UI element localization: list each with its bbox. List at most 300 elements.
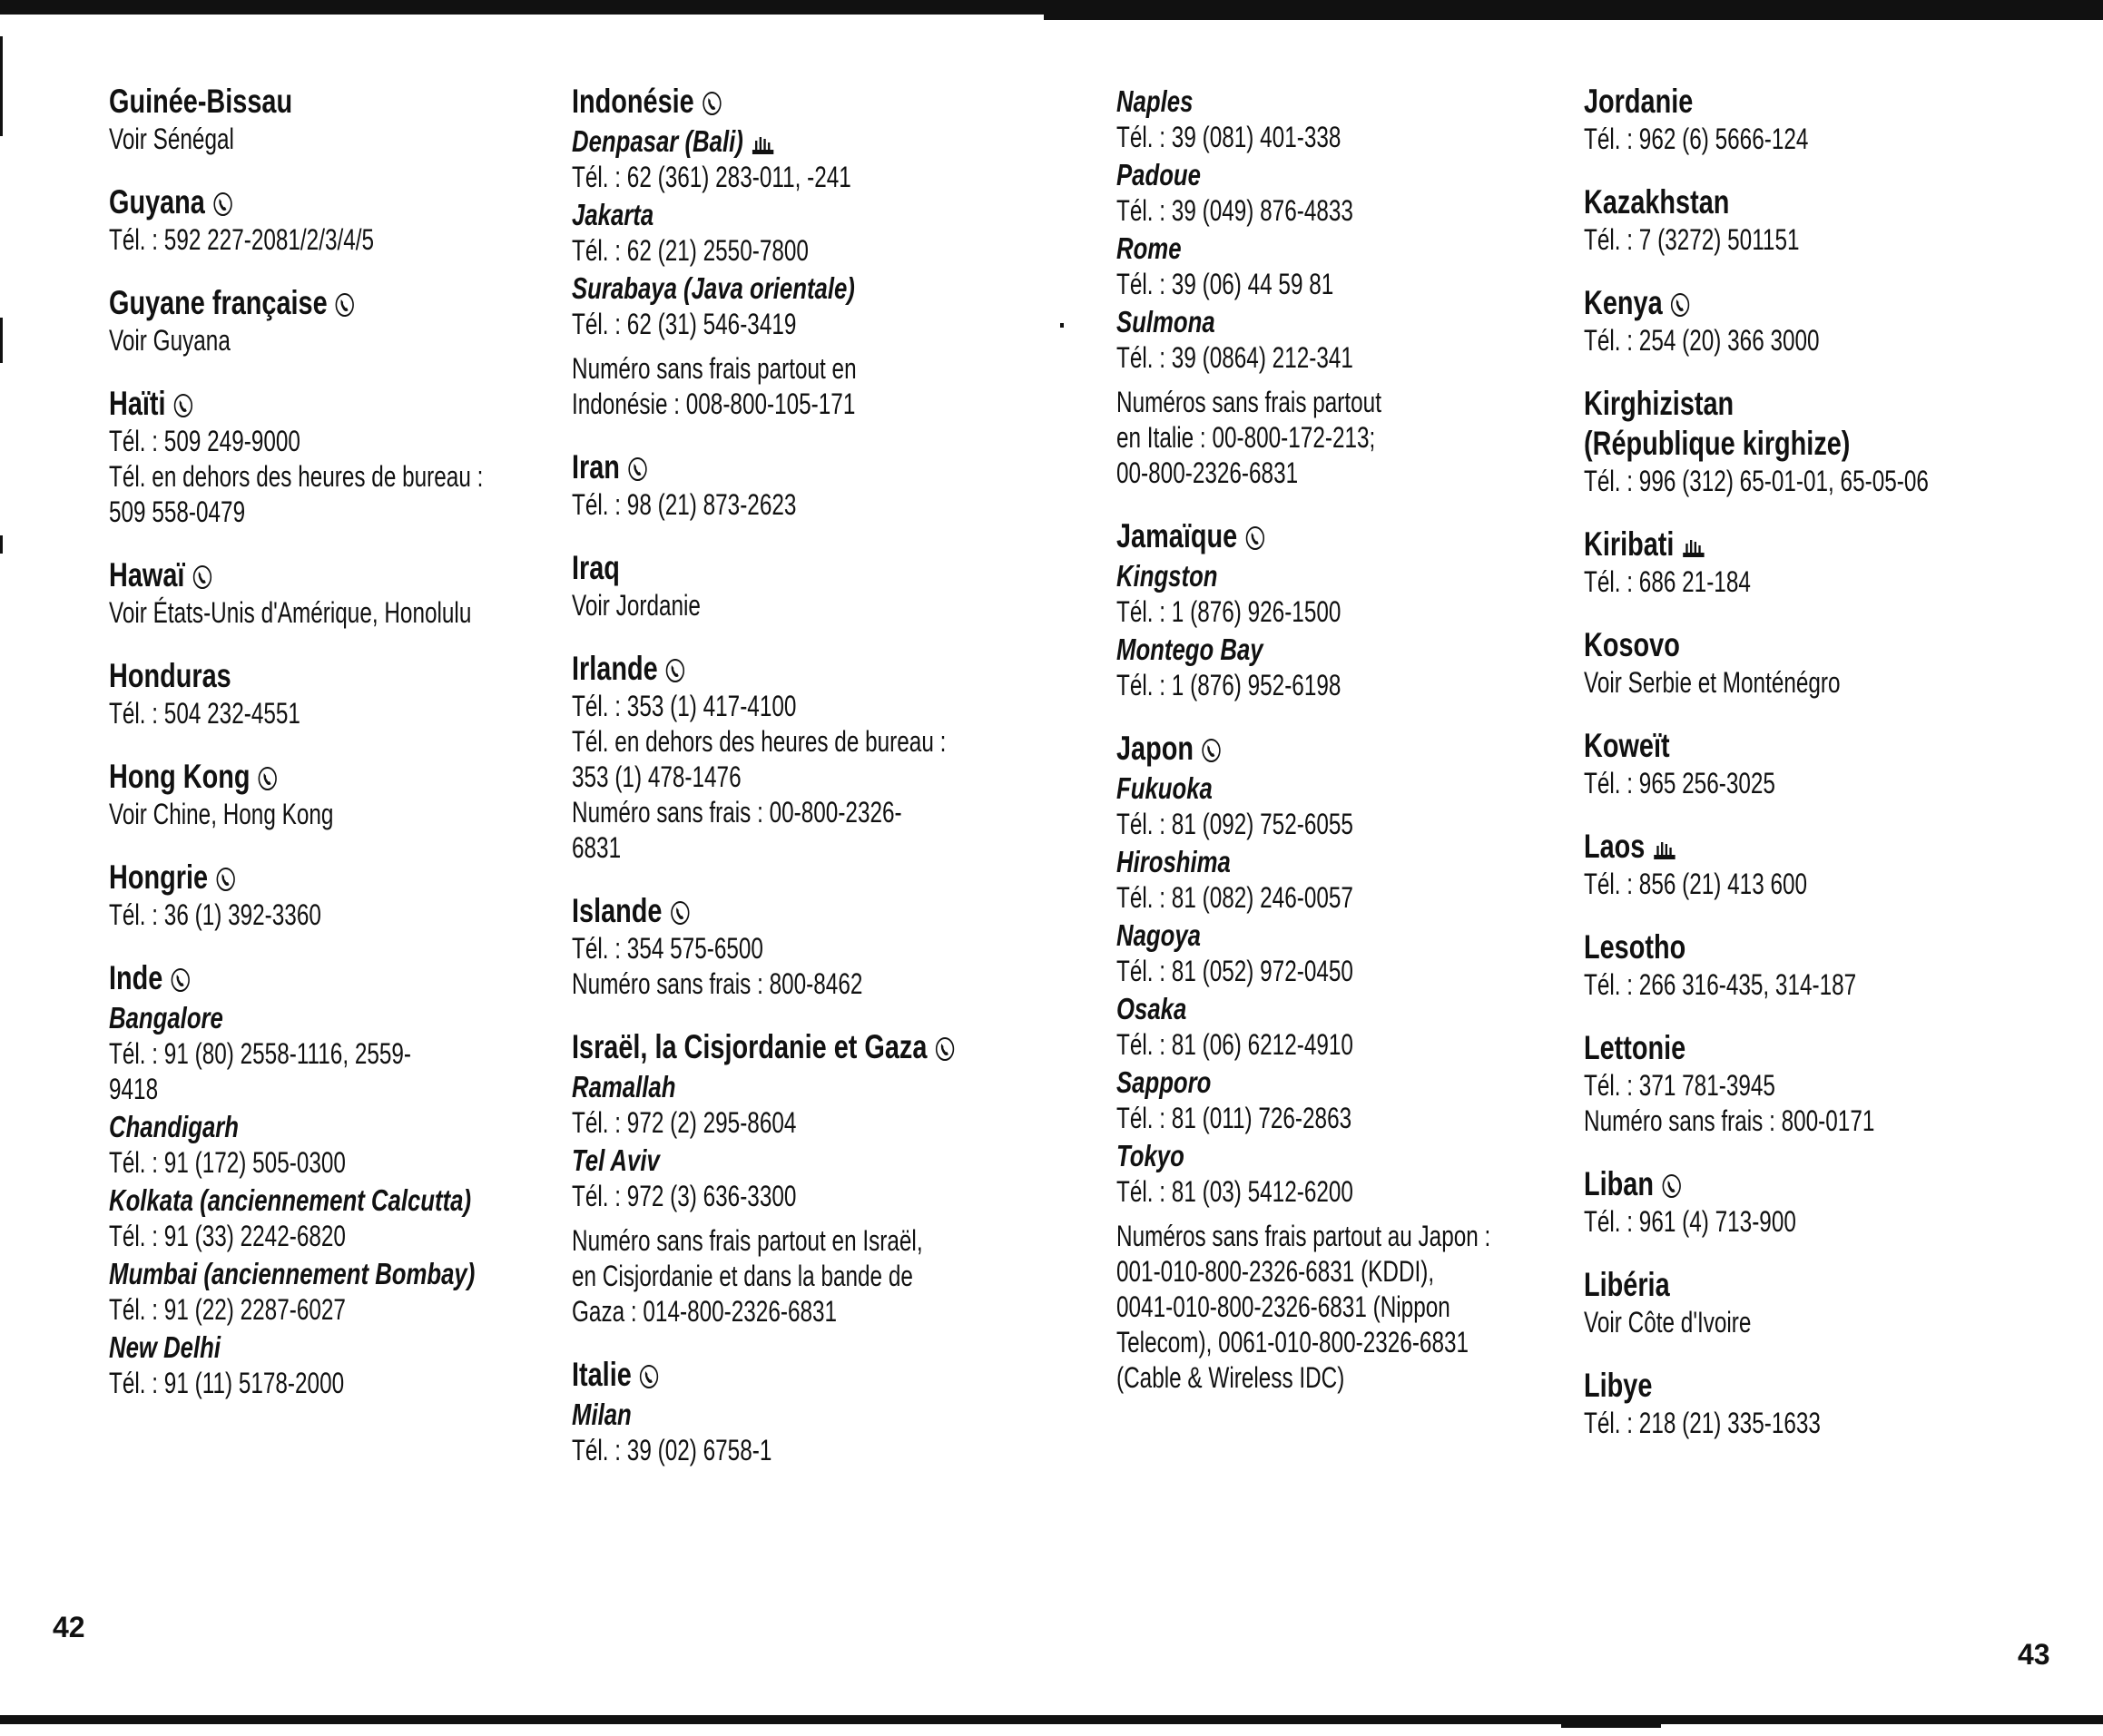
note-line [1116, 1325, 1469, 1360]
contact-line [1584, 222, 1970, 258]
country-name-text: Kenya [1584, 284, 1663, 321]
directory-entry [1584, 182, 2092, 258]
contact-line [1584, 967, 1970, 1003]
country-name-text: Guinée-Bissau [109, 83, 293, 120]
country-name-text: Laos [1584, 828, 1646, 865]
directory-entry [1584, 625, 2092, 701]
city-name-text: Fukuoka [1116, 771, 1213, 805]
contact-line [1584, 464, 1970, 499]
country-name [109, 958, 448, 998]
directory-entry [109, 283, 545, 358]
city-name [109, 1329, 448, 1366]
country-name [109, 858, 448, 897]
contact-line-text: Tél. : 81 (082) 246-0057 [1116, 881, 1353, 914]
city-name-text: Surabaya (Java orientale) [572, 271, 855, 305]
contact-line [572, 724, 947, 760]
contact-line-text: Tél. : 592 227-2081/2/3/4/5 [109, 223, 375, 256]
country-name-text: Inde [109, 959, 163, 996]
country-name-text: Honduras [109, 657, 231, 694]
directory-entry [572, 891, 1007, 1002]
contact-line-text: Tél. : 91 (33) 2242-6820 [109, 1220, 346, 1252]
city-name [1116, 1138, 1456, 1174]
country-name-continued [1584, 424, 1980, 464]
directory-entry [1116, 516, 1552, 703]
country-name-text: Iraq [572, 549, 620, 586]
phone-icon [212, 191, 233, 218]
contact-line-text: Numéro sans frais : 800-8462 [572, 967, 863, 1000]
directory-entry [109, 384, 545, 530]
directory-entry [1584, 384, 2092, 499]
country-name [109, 555, 448, 595]
contact-line-text: Tél. : 7 (3272) 501151 [1584, 223, 1800, 256]
country-name-text: Italie [572, 1356, 632, 1393]
country-name [1116, 516, 1456, 556]
note-line-text: (Cable & Wireless IDC) [1116, 1361, 1345, 1394]
column-2 [572, 82, 1007, 1494]
phone-icon [639, 1363, 660, 1390]
phone-icon [669, 899, 690, 927]
country-name [1584, 1366, 1980, 1406]
contact-line-text: Tél. : 218 (21) 335-1633 [1584, 1407, 1821, 1439]
city-name [1116, 304, 1456, 340]
contact-line [1584, 1204, 1970, 1240]
city-name-text: Sulmona [1116, 305, 1215, 338]
directory-entry [1584, 525, 2092, 600]
country-name [1584, 625, 1980, 665]
contact-line-text: Tél. : 1 (876) 952-6198 [1116, 669, 1341, 701]
phone-icon [1244, 525, 1265, 552]
phone-icon [1669, 291, 1690, 319]
contact-line-text: Tél. : 39 (049) 876-4833 [1116, 194, 1353, 227]
contact-line [572, 966, 903, 1002]
toll-free-note [1116, 1219, 1552, 1396]
city-name [572, 270, 911, 307]
city-name-text: Ramallah [572, 1070, 676, 1103]
note-line-text: en Cisjordanie et dans la bande de [572, 1260, 913, 1292]
country-name [572, 82, 911, 122]
toll-free-note [572, 351, 1007, 422]
contact-line-text: Tél. : 972 (3) 636-3300 [572, 1180, 797, 1212]
directory-entry [572, 1027, 1007, 1329]
note-line [1116, 1360, 1448, 1396]
country-name-text: Jamaïque [1116, 517, 1238, 554]
contact-line-text: Tél. : 91 (22) 2287-6027 [109, 1293, 346, 1326]
contact-line-text: Numéro sans frais : 00-800-2326- [572, 796, 902, 829]
contact-line-text: Tél. : 972 (2) 295-8604 [572, 1106, 797, 1139]
contact-line [1584, 1068, 1970, 1103]
directory-entry [109, 182, 545, 258]
contact-line [109, 1072, 440, 1107]
country-name [109, 82, 448, 122]
country-name-text: Libye [1584, 1367, 1653, 1404]
contact-line-text: Tél. : 504 232-4551 [109, 697, 300, 730]
note-line-text: Gaza : 014-800-2326-6831 [572, 1295, 838, 1328]
contact-line-text: Voir Serbie et Monténégro [1584, 666, 1841, 699]
contact-line-text: 509 558-0479 [109, 495, 246, 528]
country-name-text: Kazakhstan [1584, 183, 1730, 221]
city-name-text: Bangalore [109, 1001, 223, 1035]
phone-icon [215, 866, 236, 893]
directory-entry [572, 82, 1007, 422]
contact-line-text: Tél. : 509 249-9000 [109, 425, 300, 457]
city-name-text: New Delhi [109, 1330, 221, 1364]
contact-line [109, 595, 472, 631]
directory-entry [1116, 83, 1552, 491]
country-name-text: Hawaï [109, 556, 185, 593]
note-line [1116, 456, 1448, 491]
country-name-text: Kiribati [1584, 525, 1675, 563]
country-name-text: Kirghizistan [1584, 385, 1734, 422]
contact-line [1116, 340, 1448, 376]
city-name [1116, 844, 1456, 880]
directory-entry [1584, 1028, 2092, 1139]
contact-line [109, 222, 440, 258]
city-name [1116, 558, 1456, 594]
contact-line-text: Tél. : 353 (1) 417-4100 [572, 690, 797, 722]
city-name-text: Tel Aviv [572, 1143, 660, 1177]
directory-entry [1584, 283, 2092, 358]
contact-line-text: Numéro sans frais : 800-0171 [1584, 1104, 1875, 1137]
contact-line-text: Voir Sénégal [109, 123, 234, 155]
country-name-text: Lesotho [1584, 928, 1686, 966]
city-name [109, 1109, 448, 1145]
note-line [572, 387, 903, 422]
contact-line [1116, 1101, 1448, 1136]
contact-line [1116, 807, 1448, 842]
city-name [109, 1182, 472, 1219]
country-name [109, 384, 448, 424]
office-icon [751, 130, 776, 157]
city-name-text: Jakarta [572, 198, 654, 231]
contact-line-text: Tél. : 62 (31) 546-3419 [572, 308, 797, 340]
contact-line-text: Tél. : 962 (6) 5666-124 [1584, 123, 1809, 155]
country-name [1584, 82, 1980, 122]
contact-line [1584, 1103, 1970, 1139]
country-name [572, 649, 911, 689]
contact-line-text: 353 (1) 478-1476 [572, 760, 742, 793]
contact-line-text: Voir Chine, Hong Kong [109, 798, 334, 830]
directory-entry [109, 656, 545, 731]
contact-line [1116, 1174, 1448, 1210]
city-name [109, 1000, 448, 1036]
country-name-text: Israël, la Cisjordanie et Gaza [572, 1028, 928, 1065]
contact-line [109, 459, 484, 495]
country-name [109, 656, 448, 696]
page-number-left: 42 [53, 1611, 85, 1643]
directory-entry [1584, 1265, 2092, 1340]
contact-line [1584, 1305, 1970, 1340]
country-name-text: Japon [1116, 730, 1194, 767]
country-name-text: Hongrie [109, 858, 209, 896]
city-name-text: Milan [572, 1398, 632, 1431]
country-name-text: Iran [572, 448, 620, 485]
city-name-text: Sapporo [1116, 1065, 1212, 1099]
contact-line [1116, 954, 1448, 989]
city-name-text: Hiroshima [1116, 845, 1231, 878]
contact-line-text: Tél. : 36 (1) 392-3360 [109, 898, 321, 931]
contact-line-text: Tél. : 254 (20) 366 3000 [1584, 324, 1820, 357]
directory-entry [1584, 726, 2092, 801]
note-line [572, 1223, 923, 1259]
phone-icon [334, 291, 355, 319]
country-name [1584, 525, 1980, 564]
contact-line-text: Tél. : 856 (21) 413 600 [1584, 868, 1808, 900]
contact-line [1116, 668, 1448, 703]
contact-line [572, 931, 903, 966]
city-name-text: Mumbai (anciennement Bombay) [109, 1257, 476, 1290]
note-line [1116, 1290, 1448, 1325]
city-name [572, 197, 911, 233]
page-number-right: 43 [2018, 1638, 2050, 1671]
city-name [572, 123, 911, 160]
directory-entry [109, 858, 545, 933]
contact-line [1116, 1027, 1448, 1063]
contact-line [109, 1219, 440, 1254]
country-name-text: Haïti [109, 385, 166, 422]
contact-line-text: Tél. en dehors des heures de bureau : [572, 725, 947, 758]
contact-line-text: Tél. : 98 (21) 873-2623 [572, 488, 797, 521]
contact-line-text: Tél. : 686 21-184 [1584, 565, 1751, 598]
contact-line [1584, 122, 1970, 157]
office-icon [1681, 533, 1706, 560]
note-line-text: Indonésie : 008-800-105-171 [572, 387, 856, 420]
contact-line-text: 9418 [109, 1073, 159, 1105]
country-name [1584, 1164, 1980, 1204]
country-name [1584, 1028, 1980, 1068]
phone-icon [702, 90, 722, 117]
contact-line [1584, 564, 1970, 600]
contact-line-text: Tél. : 39 (081) 401-338 [1116, 121, 1341, 153]
city-name-text: Padoue [1116, 158, 1201, 191]
contact-line [572, 689, 903, 724]
contact-line [109, 122, 440, 157]
country-name [1584, 927, 1980, 967]
country-name-text: Hong Kong [109, 758, 251, 795]
country-name [109, 182, 448, 222]
contact-line [109, 696, 440, 731]
note-line [572, 1294, 903, 1329]
country-name [572, 447, 911, 487]
column-4 [1584, 82, 2092, 1466]
contact-line [1584, 323, 1970, 358]
phone-icon [934, 1035, 955, 1063]
country-name [572, 548, 911, 588]
bottom-border [0, 1715, 2103, 1724]
country-name [572, 891, 911, 931]
city-name [572, 1069, 911, 1105]
directory-entry [109, 82, 545, 157]
contact-line [1584, 665, 1970, 701]
contact-line [109, 424, 440, 459]
contact-line [109, 797, 440, 832]
note-line [572, 351, 903, 387]
contact-line [1584, 867, 1970, 902]
city-name-text: Nagoya [1116, 918, 1201, 952]
directory-entry [1584, 1366, 2092, 1441]
city-name [109, 1256, 476, 1292]
note-line-text: en Italie : 00-800-172-213; [1116, 421, 1376, 454]
column-3 [1116, 82, 1552, 1421]
note-line-text: 00-800-2326-6831 [1116, 456, 1299, 489]
country-name [1584, 827, 1980, 867]
country-name-text: Libéria [1584, 1266, 1670, 1303]
note-line [1116, 420, 1448, 456]
country-name [109, 283, 448, 323]
note-line-text: Numéros sans frais partout [1116, 386, 1381, 418]
country-name [1584, 1265, 1980, 1305]
column-1 [109, 82, 545, 1427]
city-name [1116, 230, 1456, 267]
contact-line-text: Tél. : 91 (80) 2558-1116, 2559- [109, 1037, 412, 1070]
city-name [1116, 917, 1456, 954]
contact-line [109, 1036, 440, 1072]
left-edge-mark [0, 318, 3, 363]
contact-line [572, 160, 903, 195]
directory-entry [572, 447, 1007, 523]
city-name [1116, 83, 1456, 120]
city-name-text: Tokyo [1116, 1139, 1184, 1172]
note-line [1116, 1219, 1491, 1254]
note-line [572, 1259, 913, 1294]
contact-line [1584, 766, 1970, 801]
contact-line-text: Tél. en dehors des heures de bureau : [109, 460, 484, 493]
country-name-text: Guyana [109, 183, 205, 221]
left-edge-mark [0, 535, 3, 554]
country-name-text: Lettonie [1584, 1029, 1686, 1066]
contact-line [109, 1145, 440, 1181]
contact-line-text: Tél. : 91 (172) 505-0300 [109, 1146, 346, 1179]
contact-line [1116, 880, 1448, 916]
toll-free-note [572, 1223, 1007, 1329]
contact-line-text: Tél. : 961 (4) 713-900 [1584, 1205, 1796, 1238]
contact-line-text: Voir Côte d'Ivoire [1584, 1306, 1752, 1339]
city-name-text: Kingston [1116, 559, 1218, 593]
contact-line [572, 307, 903, 342]
country-name [572, 1355, 911, 1395]
country-name-continued-text: (République kirghize) [1584, 425, 1851, 462]
country-name-text: Indonésie [572, 83, 694, 120]
left-edge-mark [0, 36, 3, 136]
contact-line [572, 760, 903, 795]
note-line-text: 0041-010-800-2326-6831 (Nippon [1116, 1290, 1450, 1323]
country-name-text: Koweït [1584, 727, 1670, 764]
contact-line-text: Tél. : 39 (0864) 212-341 [1116, 341, 1353, 374]
contact-line-text: Tél. : 91 (11) 5178-2000 [109, 1367, 345, 1399]
country-name [1584, 182, 1980, 222]
contact-line-text: Tél. : 81 (092) 752-6055 [1116, 808, 1353, 840]
country-name [1584, 384, 1980, 424]
directory-entry [572, 1355, 1007, 1468]
top-border-shadow [1044, 13, 2103, 20]
contact-line [1116, 193, 1448, 229]
toll-free-note [1116, 385, 1552, 491]
stray-mark [1060, 323, 1064, 328]
city-name [572, 1143, 911, 1179]
contact-line [572, 233, 903, 269]
city-name-text: Denpasar (Bali) [572, 124, 743, 158]
contact-line-text: Voir Jordanie [572, 589, 701, 622]
city-name-text: Osaka [1116, 992, 1187, 1025]
contact-line-text: Tél. : 62 (361) 283-011, -241 [572, 161, 851, 193]
contact-line [109, 1292, 440, 1328]
contact-line [572, 588, 903, 623]
city-name-text: Naples [1116, 84, 1194, 118]
country-name-text: Jordanie [1584, 83, 1694, 120]
city-name-text: Kolkata (anciennement Calcutta) [109, 1183, 472, 1217]
directory-entry [1584, 1164, 2092, 1240]
contact-line-text: Tél. : 81 (06) 6212-4910 [1116, 1028, 1353, 1061]
directory-entry [1584, 82, 2092, 157]
country-name [109, 757, 448, 797]
country-name [1116, 729, 1456, 769]
phone-icon [627, 456, 648, 483]
directory-entry [109, 555, 545, 631]
contact-line [1116, 120, 1448, 155]
contact-line-text: Voir Guyana [109, 324, 231, 357]
contact-line [1116, 267, 1448, 302]
contact-line-text: Tél. : 1 (876) 926-1500 [1116, 595, 1341, 628]
contact-line [572, 1433, 903, 1468]
directory-entry [1584, 827, 2092, 902]
country-name [572, 1027, 928, 1067]
note-line-text: 001-010-800-2326-6831 (KDDI), [1116, 1255, 1435, 1288]
office-icon [1652, 835, 1677, 862]
directory-entry [1584, 927, 2092, 1003]
phone-icon [664, 657, 685, 684]
contact-line [1116, 594, 1448, 630]
phone-icon [257, 765, 278, 792]
phone-icon [172, 392, 193, 419]
contact-line-text: Tél. : 39 (06) 44 59 81 [1116, 268, 1334, 300]
note-line-text: Numéros sans frais partout au Japon : [1116, 1220, 1491, 1252]
directory-entry [572, 548, 1007, 623]
contact-line-text: Tél. : 965 256-3025 [1584, 767, 1775, 799]
contact-line [1584, 1406, 1970, 1441]
city-name [1116, 157, 1456, 193]
country-name [1584, 726, 1980, 766]
contact-line [572, 487, 903, 523]
note-line-text: Telecom), 0061-010-800-2326-6831 [1116, 1326, 1469, 1358]
phone-icon [1661, 1172, 1682, 1200]
contact-line-text: Tél. : 354 575-6500 [572, 932, 763, 965]
city-name [572, 1397, 911, 1433]
note-line-text: Numéro sans frais partout en [572, 352, 857, 385]
city-name [1116, 991, 1456, 1027]
contact-line [572, 795, 903, 830]
country-name-text: Islande [572, 892, 663, 929]
phone-icon [1201, 737, 1222, 764]
city-name-text: Chandigarh [109, 1110, 240, 1143]
note-line [1116, 385, 1448, 420]
country-name-text: Irlande [572, 650, 658, 687]
contact-line-text: Tél. : 39 (02) 6758-1 [572, 1434, 772, 1466]
contact-line-text: Tél. : 81 (052) 972-0450 [1116, 955, 1353, 987]
country-name-text: Kosovo [1584, 626, 1680, 663]
city-name-text: Rome [1116, 231, 1182, 265]
contact-line-text: Tél. : 266 316-435, 314-187 [1584, 968, 1857, 1001]
contact-line [109, 897, 440, 933]
contact-line [109, 1366, 440, 1401]
contact-line-text: Tél. : 996 (312) 65-01-01, 65-05-06 [1584, 465, 1929, 497]
directory-entry [109, 958, 545, 1401]
contact-line [572, 830, 903, 866]
contact-line [109, 323, 440, 358]
contact-line [572, 1179, 903, 1214]
contact-line-text: Tél. : 62 (21) 2550-7800 [572, 234, 809, 267]
contact-line-text: Voir États-Unis d'Amérique, Honolulu [109, 596, 472, 629]
city-name-text: Montego Bay [1116, 633, 1263, 666]
contact-line [572, 1105, 903, 1141]
